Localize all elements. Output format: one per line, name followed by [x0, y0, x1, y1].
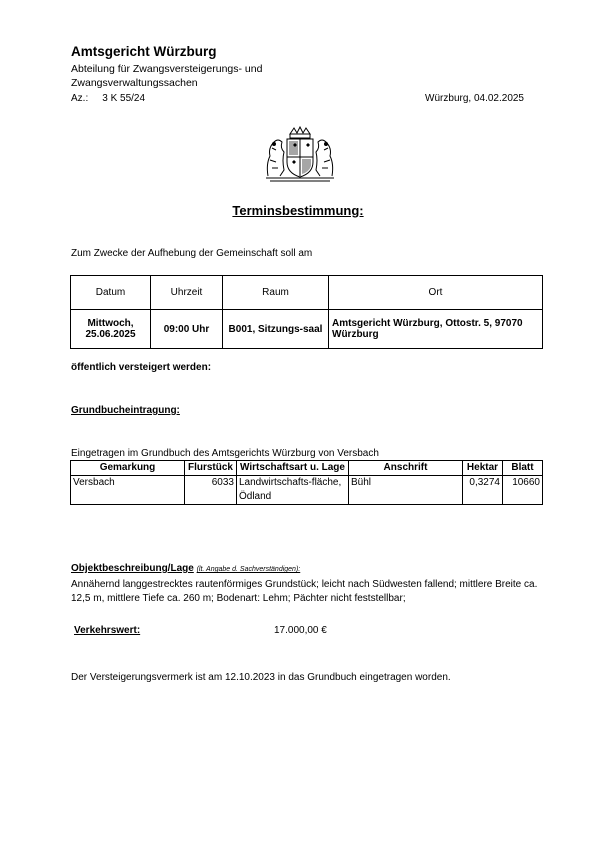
appointment-table [70, 275, 543, 349]
az-number: 3 K 55/24 [102, 93, 146, 104]
object-note: (lt. Angabe d. Sachverständigen): [196, 566, 301, 573]
table-row [71, 476, 543, 505]
bavarian-coat-of-arms-icon [262, 126, 338, 184]
header-hektar: Hektar [463, 461, 503, 476]
object-heading: Objektbeschreibung/Lage [71, 563, 194, 574]
header-blatt: Blatt [503, 461, 543, 476]
header-uhrzeit: Uhrzeit [151, 276, 223, 310]
header-gemarkung: Gemarkung [71, 461, 185, 476]
header-ort: Ort [329, 276, 543, 310]
cell-gemarkung: Versbach [71, 476, 185, 505]
department: Abteilung für Zwangsversteigerungs- und Zwangsverwaltungssachen [71, 63, 263, 89]
cell-wirtschaftsart: Landwirtschafts-fläche, Ödland [237, 476, 349, 505]
file-reference [71, 93, 145, 104]
place-date: Würzburg, 04.02.2025 [425, 93, 524, 104]
table-row [71, 310, 543, 349]
cell-datum: Mittwoch, 25.06.2025 [71, 310, 151, 349]
header-datum: Datum [71, 276, 151, 310]
header-raum: Raum [223, 276, 329, 310]
header-anschrift: Anschrift [349, 461, 463, 476]
object-description-heading [71, 563, 300, 574]
header-wirtschaftsart: Wirtschaftsart u. Lage [237, 461, 349, 476]
grundbuch-heading: Grundbucheintragung: [71, 405, 180, 416]
land-register-table [70, 460, 543, 505]
az-label: Az.: [71, 93, 89, 104]
cell-ort: Amtsgericht Würzburg, Ottostr. 5, 97070 Würzburg [329, 310, 543, 349]
cell-raum: B001, Sitzungs-saal [223, 310, 329, 349]
cell-hektar: 0,3274 [463, 476, 503, 505]
market-value-label: Verkehrswert: [74, 625, 141, 636]
table-header-row [71, 276, 543, 310]
intro-text: Zum Zwecke der Aufhebung der Gemeinschaft soll am [71, 248, 313, 259]
header-flurstueck: Flurstück [185, 461, 237, 476]
auction-statement: öffentlich versteigert werden: [71, 362, 212, 373]
market-value: 17.000,00 € [274, 625, 327, 636]
cell-anschrift: Bühl [349, 476, 463, 505]
register-entry-text: Eingetragen im Grundbuch des Amtsgerichts Würzburg von Versbach [71, 448, 379, 459]
court-name: Amtsgericht Würzburg [71, 44, 217, 59]
table-header-row [71, 461, 543, 476]
object-description-text: Annähernd langgestrecktes rautenförmiges Grundstück; leicht nach Südwesten fallend; mittlere Breite ca. 12,5 m, mittlere Tiefe ca. 260 m; Bodenart: Lehm; Pächter nicht feststellbar; [71, 579, 538, 604]
auction-note: Der Versteigerungsvermerk ist am 12.10.2023 in das Grundbuch eingetragen worden. [71, 672, 451, 683]
document-title: Terminsbestimmung: [232, 203, 364, 218]
cell-flurstueck: 6033 [185, 476, 237, 505]
cell-uhrzeit: 09:00 Uhr [151, 310, 223, 349]
cell-blatt: 10660 [503, 476, 543, 505]
